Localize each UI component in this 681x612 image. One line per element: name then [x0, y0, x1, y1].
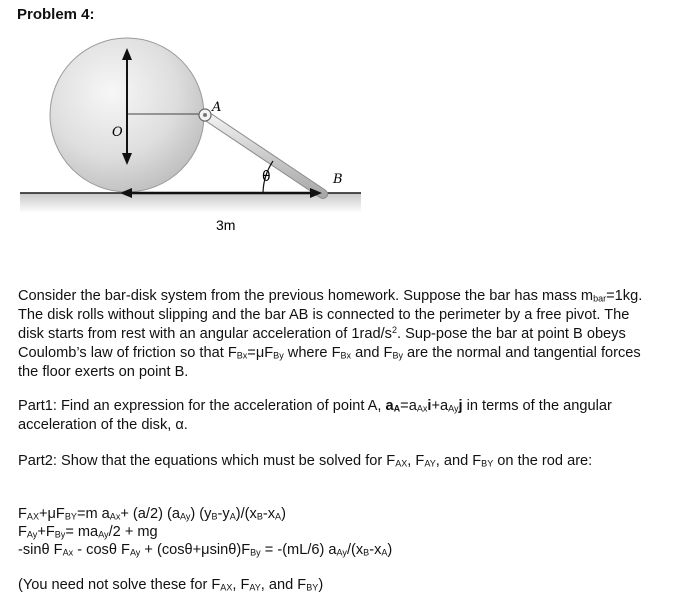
label-theta: θ — [262, 169, 271, 185]
ground-shading — [20, 193, 361, 213]
part2-text: Part2: Show that the equations which must be solved for $F_{AX}$, $F_{AY}$, and $F_{BY}$ on the rod are: — [18, 453, 593, 469]
label-o: O — [112, 125, 123, 140]
problem-description: Consider the bar-disk system from the previous homework. Suppose the bar has mass $m_{bar}=1kg$. The disk rolls without slipping and the bar AB is connected to the perimeter by a free pivot. The disk starts from rest with an angular acceleration of $1rad/s^2$. Sup-pose the bar at point B obeys Coulomb’s law of friction so that $F_{Bx}=\mu F_{By}$ where $F_{Bx}$ and $F_{By}$ are the normal and tangential forces the floor exerts on point B. — [18, 288, 643, 380]
equation-2: $F_{Ay}+F_{By}= ma_{Ay}/2$ + mg — [18, 524, 158, 540]
pivot-a-center — [203, 113, 207, 117]
bar-disk-figure — [0, 30, 381, 245]
label-b: B — [333, 172, 343, 187]
problem-title: Problem 4: — [17, 6, 95, 23]
label-distance: 3m — [216, 217, 236, 233]
part1-text: Part1: Find an expression for the acceleration of point A, $a_A=a_{Ax}i+a_{Ay}j$ in terms of the angular acceleration of the disk, α. — [18, 398, 612, 433]
equation-3: -sinθ $F_{Ax}$ - cosθ $F_{Ay} + (\cos\theta+\mu\sin\theta)F_{By} = -(mL/6)$ $a_{Ay}/(x_B-x_A)$ — [18, 542, 393, 558]
footer-note: (You need not solve these for $F_{AX}$, $F_{AY}$, and $F_{BY}$) — [18, 577, 324, 593]
equation-1: $F_{AX}+\mu F_{BY}=m$ $a_{Ax}+ (a/2)$ $(a_{Ay})$ $(y_B-y_A)/(x_B-x_A)$ — [18, 506, 286, 522]
label-a: A — [212, 100, 222, 115]
